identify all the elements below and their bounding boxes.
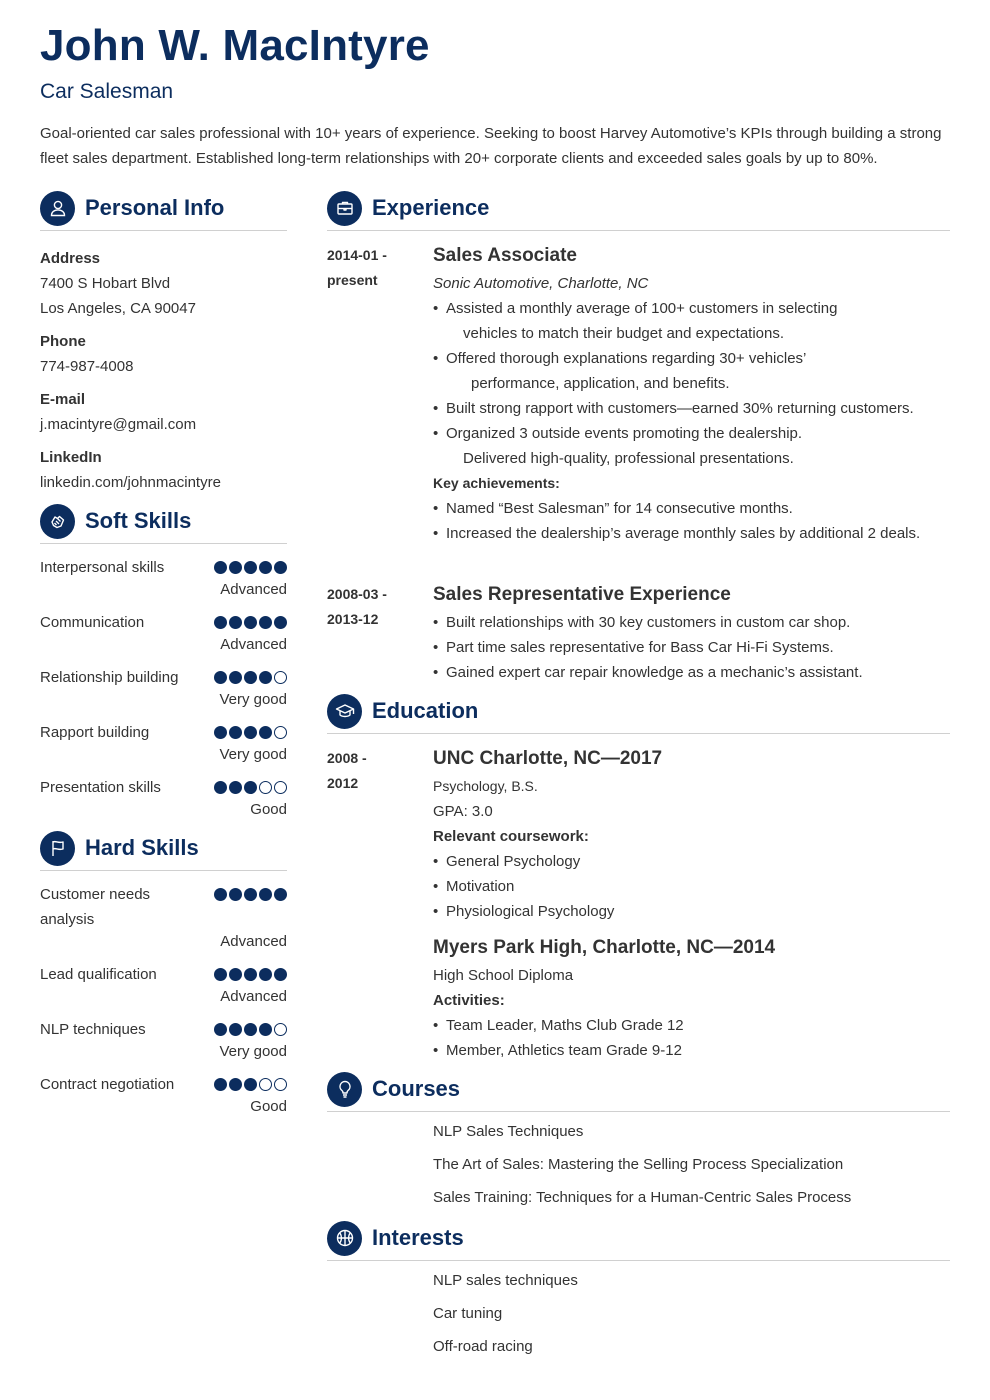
skill-rating [214, 665, 287, 690]
courses-header [327, 1071, 950, 1112]
email-label: E-mail [40, 391, 86, 408]
skill-level: Very good [219, 1043, 287, 1060]
skill-rating [214, 882, 287, 932]
job-role: Sales Representative Experience [433, 584, 731, 605]
rating-dot-filled [229, 1078, 242, 1091]
date-end: present [327, 272, 378, 288]
skill-row [40, 1072, 287, 1117]
coursework-item: • General Psychology [433, 849, 950, 874]
job-title: Car Salesman [40, 80, 174, 103]
flag-icon [40, 831, 75, 866]
rating-dot-filled [244, 561, 257, 574]
rating-dot-filled [214, 1078, 227, 1091]
skill-row-top [40, 1072, 287, 1097]
rating-dot-filled [214, 616, 227, 629]
job-bullet [433, 346, 950, 396]
job-bullet [433, 421, 950, 471]
handshake-icon [40, 504, 75, 539]
skill-level: Good [250, 1098, 287, 1115]
skill-level: Good [250, 801, 287, 818]
date-end: 2012 [327, 775, 359, 791]
interest-item: Off-road racing [433, 1338, 533, 1355]
bullet-text-cont: Delivered high-quality, professional presentations. [463, 450, 794, 467]
rating-dot-empty [259, 781, 272, 794]
course-item: NLP Sales Techniques [433, 1123, 584, 1140]
interests-title: Interests [372, 1225, 464, 1250]
rating-dot-empty [274, 671, 287, 684]
skill-name: Communication [40, 614, 145, 631]
rating-dot-filled [259, 561, 272, 574]
skill-name: NLP techniques [40, 1021, 146, 1038]
rating-dot-filled [259, 616, 272, 629]
coursework-label: Relevant coursework: [433, 828, 589, 845]
experience-date [327, 582, 433, 685]
interest-item: Car tuning [433, 1305, 503, 1322]
skill-name: Customer needs analysis [40, 886, 151, 928]
skill-rating [214, 775, 287, 800]
rating-dot-filled [244, 888, 257, 901]
achievement-bullet: • Increased the dealership’s average monthly sales by additional 2 deals. [433, 521, 950, 546]
skill-row [40, 775, 287, 820]
skill-row [40, 1017, 287, 1062]
soft-skills-title: Soft Skills [85, 508, 192, 533]
gpa: GPA: 3.0 [433, 803, 493, 820]
job-bullet: • Built relationships with 30 key customers in custom car shop. [433, 610, 950, 635]
skill-name: Interpersonal skills [40, 559, 165, 576]
date-start: 2014-01 - [327, 247, 387, 263]
interests-list [327, 1264, 950, 1363]
skill-row-top [40, 882, 287, 932]
left-column [40, 190, 287, 1127]
rating-dot-filled [229, 968, 242, 981]
activity-item: • Member, Athletics team Grade 9-12 [433, 1038, 950, 1063]
personal-info-header [40, 190, 287, 231]
rating-dot-empty [274, 1023, 287, 1036]
address-line-2: Los Angeles, CA 90047 [40, 300, 196, 317]
rating-dot-empty [274, 1078, 287, 1091]
experience-content [433, 582, 950, 685]
skill-row-top [40, 1017, 287, 1042]
degree: Psychology, B.S. [433, 778, 538, 794]
experience-entry [327, 582, 950, 685]
skill-rating [214, 610, 287, 635]
skill-name: Relationship building [40, 669, 179, 686]
skill-row [40, 610, 287, 655]
hard-skills-title: Hard Skills [85, 835, 199, 860]
interest-item: NLP sales techniques [433, 1272, 578, 1289]
rating-dot-filled [229, 671, 242, 684]
rating-dot-empty [274, 726, 287, 739]
coursework-item: • Motivation [433, 874, 950, 899]
rating-dot-filled [229, 781, 242, 794]
degree: High School Diploma [433, 967, 574, 984]
school-name: Myers Park High, Charlotte, NC—2014 [433, 937, 776, 958]
rating-dot-filled [259, 671, 272, 684]
skill-row [40, 665, 287, 710]
address-label: Address [40, 250, 101, 267]
skill-row-top [40, 665, 287, 690]
rating-dot-filled [274, 968, 287, 981]
phone-value: 774-987-4008 [40, 358, 134, 375]
rating-dot-filled [214, 671, 227, 684]
course-item: The Art of Sales: Mastering the Selling Process Specialization [433, 1156, 844, 1173]
rating-dot-filled [244, 968, 257, 981]
bullet-text-cont: vehicles to match their budget and expectations. [463, 325, 785, 342]
course-item: Sales Training: Techniques for a Human-Centric Sales Process [433, 1189, 852, 1206]
right-column [327, 190, 950, 1363]
education-content [433, 746, 950, 1063]
skill-name: Rapport building [40, 724, 150, 741]
rating-dot-filled [214, 1023, 227, 1036]
education-entry [327, 746, 950, 1063]
rating-dot-filled [259, 888, 272, 901]
activity-item: • Team Leader, Maths Club Grade 12 [433, 1013, 950, 1038]
address-line-1: 7400 S Hobart Blvd [40, 275, 171, 292]
job-bullet [433, 396, 950, 421]
job-bullet: • Part time sales representative for Bass Car Hi-Fi Systems. [433, 635, 950, 660]
rating-dot-filled [274, 888, 287, 901]
briefcase-icon [327, 191, 362, 226]
rating-dot-filled [259, 968, 272, 981]
rating-dot-filled [244, 781, 257, 794]
skill-level: Advanced [220, 933, 287, 950]
rating-dot-filled [229, 561, 242, 574]
skill-row [40, 882, 287, 952]
rating-dot-filled [244, 671, 257, 684]
rating-dot-filled [229, 888, 242, 901]
rating-dot-filled [259, 1023, 272, 1036]
skill-row-top [40, 720, 287, 745]
rating-dot-filled [274, 616, 287, 629]
soft-skills-header [40, 503, 287, 544]
education-header [327, 693, 950, 734]
bullet-text: Assisted a monthly average of 100+ customers in selecting [446, 300, 838, 317]
hard-skills-header [40, 830, 287, 871]
rating-dot-empty [259, 1078, 272, 1091]
skill-row-top [40, 775, 287, 800]
achievements-label: Key achievements: [433, 475, 560, 491]
job-bullet [433, 296, 950, 346]
courses-list [327, 1115, 950, 1214]
skill-level: Very good [219, 691, 287, 708]
lightbulb-icon [327, 1072, 362, 1107]
skill-rating [214, 720, 287, 745]
activities-label: Activities: [433, 992, 505, 1009]
bullet-text: Organized 3 outside events promoting the dealership. [446, 425, 803, 442]
person-icon [40, 191, 75, 226]
hard-skills-list [40, 882, 287, 1117]
profile-summary: Goal-oriented car sales professional with 10+ years of experience. Seeking to boost Harvey Automotive’s KPIs through building a strong fleet sales department. Established long-term relationships with 20+ corporate clients and exceeded sales goals by up to 80%. [40, 125, 942, 167]
skill-name: Presentation skills [40, 779, 161, 796]
rating-dot-filled [274, 561, 287, 574]
date-end: 2013-12 [327, 611, 379, 627]
job-company: Sonic Automotive, Charlotte, NC [433, 275, 649, 292]
skill-rating [214, 555, 287, 580]
skill-level: Advanced [220, 581, 287, 598]
achievement-bullet: • Named “Best Salesman” for 14 consecutive months. [433, 496, 950, 521]
rating-dot-filled [244, 616, 257, 629]
personal-info-title: Personal Info [85, 195, 225, 220]
experience-content [433, 243, 950, 546]
skill-row [40, 962, 287, 1007]
bullet-text: Offered thorough explanations regarding 30+ vehicles’ [446, 350, 807, 367]
rating-dot-filled [244, 1078, 257, 1091]
rating-dot-filled [229, 1023, 242, 1036]
candidate-name: John W. MacIntyre [40, 21, 430, 70]
school-name: UNC Charlotte, NC—2017 [433, 748, 663, 769]
skill-level: Advanced [220, 988, 287, 1005]
rating-dot-empty [274, 781, 287, 794]
email-value: j.macintyre@gmail.com [40, 416, 197, 433]
rating-dot-filled [229, 726, 242, 739]
job-role: Sales Associate [433, 245, 577, 266]
personal-info-list [40, 246, 287, 495]
coursework-item: • Physiological Psychology [433, 899, 950, 924]
skill-level: Advanced [220, 636, 287, 653]
bullet-text: Built strong rapport with customers—earned 30% returning customers. [446, 400, 914, 417]
rating-dot-filled [214, 781, 227, 794]
skill-rating [214, 962, 287, 987]
bullet-text-cont: performance, application, and benefits. [471, 375, 730, 392]
education-title: Education [372, 698, 479, 723]
skill-row-top [40, 962, 287, 987]
experience-entry [327, 243, 950, 546]
skill-row [40, 720, 287, 765]
date-start: 2008 - [327, 750, 367, 766]
skill-name: Contract negotiation [40, 1076, 175, 1093]
experience-title: Experience [372, 195, 490, 220]
linkedin-value: linkedin.com/johnmacintyre [40, 474, 221, 491]
skill-rating [214, 1017, 287, 1042]
rating-dot-filled [214, 888, 227, 901]
experience-date [327, 243, 433, 546]
experience-header [327, 190, 950, 231]
linkedin-label: LinkedIn [40, 449, 102, 466]
rating-dot-filled [214, 561, 227, 574]
date-start: 2008-03 - [327, 586, 387, 602]
skill-row-top [40, 610, 287, 635]
skill-row-top [40, 555, 287, 580]
rating-dot-filled [244, 726, 257, 739]
skill-name: Lead qualification [40, 966, 157, 983]
graduation-cap-icon [327, 694, 362, 729]
job-bullet: • Gained expert car repair knowledge as a mechanic’s assistant. [433, 660, 950, 685]
rating-dot-filled [244, 1023, 257, 1036]
skill-level: Very good [219, 746, 287, 763]
skill-rating [214, 1072, 287, 1097]
phone-label: Phone [40, 333, 86, 350]
basketball-icon [327, 1221, 362, 1256]
rating-dot-filled [259, 726, 272, 739]
rating-dot-filled [214, 726, 227, 739]
education-date [327, 746, 433, 1063]
soft-skills-list [40, 555, 287, 820]
skill-row [40, 555, 287, 600]
courses-title: Courses [372, 1076, 461, 1101]
rating-dot-filled [229, 616, 242, 629]
interests-header [327, 1220, 950, 1261]
rating-dot-filled [214, 968, 227, 981]
